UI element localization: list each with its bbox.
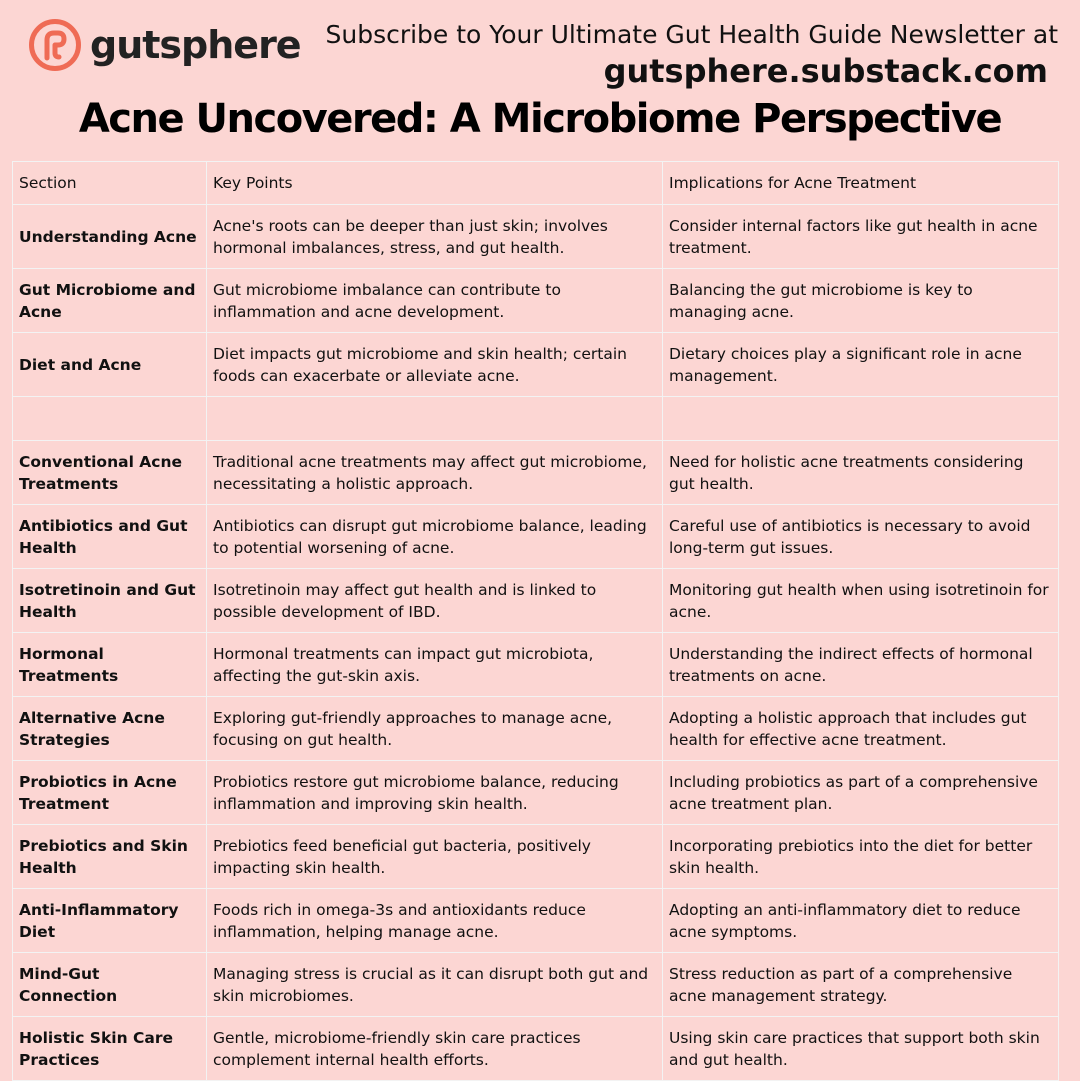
key-points-cell: Managing stress is crucial as it can disrupt both gut and skin microbiomes. [207, 953, 663, 1017]
empty-row [13, 397, 1059, 441]
acne-table [12, 161, 1059, 1081]
key-points-cell: Probiotics restore gut microbiome balance, reducing inflammation and improving skin health. [207, 761, 663, 825]
header-key-points: Key Points [207, 162, 663, 205]
brand-name: gutsphere [90, 23, 301, 67]
table-row [13, 697, 1059, 761]
section-cell: Probiotics in Acne Treatment [13, 761, 207, 825]
header-section: Section [13, 162, 207, 205]
implications-cell: Understanding the indirect effects of hormonal treatments on acne. [663, 633, 1059, 697]
key-points-cell: Acne's roots can be deeper than just skin; involves hormonal imbalances, stress, and gut health. [207, 205, 663, 269]
implications-cell: Using skin care practices that support both skin and gut health. [663, 1017, 1059, 1081]
section-cell: Alternative Acne Strategies [13, 697, 207, 761]
section-cell: Hormonal Treatments [13, 633, 207, 697]
table-row [13, 953, 1059, 1017]
table-row [13, 761, 1059, 825]
section-cell: Prebiotics and Skin Health [13, 825, 207, 889]
implications-cell: Including probiotics as part of a comprehensive acne treatment plan. [663, 761, 1059, 825]
implications-cell: Adopting a holistic approach that includes gut health for effective acne treatment. [663, 697, 1059, 761]
implications-cell: Careful use of antibiotics is necessary to avoid long-term gut issues. [663, 505, 1059, 569]
page-title: Acne Uncovered: A Microbiome Perspective [78, 96, 1002, 142]
section-cell: Gut Microbiome and Acne [13, 269, 207, 333]
table-row [13, 333, 1059, 397]
implications-cell: Incorporating prebiotics into the diet for better skin health. [663, 825, 1059, 889]
table-row [13, 441, 1059, 505]
key-points-cell: Foods rich in omega-3s and antioxidants reduce inflammation, helping manage acne. [207, 889, 663, 953]
implications-cell [663, 397, 1059, 441]
implications-cell: Stress reduction as part of a comprehensive acne management strategy. [663, 953, 1059, 1017]
brand-logo[interactable] [28, 18, 301, 72]
key-points-cell [207, 397, 663, 441]
table-row [13, 825, 1059, 889]
gut-logo-icon [28, 18, 82, 72]
key-points-cell: Exploring gut-friendly approaches to manage acne, focusing on gut health. [207, 697, 663, 761]
newsletter-url[interactable]: gutsphere.substack.com [603, 52, 1048, 90]
key-points-cell: Antibiotics can disrupt gut microbiome balance, leading to potential worsening of acne. [207, 505, 663, 569]
header [0, 0, 1080, 160]
table-row [13, 1017, 1059, 1081]
implications-cell: Need for holistic acne treatments considering gut health. [663, 441, 1059, 505]
key-points-cell: Diet impacts gut microbiome and skin health; certain foods can exacerbate or alleviate acne. [207, 333, 663, 397]
section-cell [13, 397, 207, 441]
key-points-cell: Prebiotics feed beneficial gut bacteria, positively impacting skin health. [207, 825, 663, 889]
table-row [13, 633, 1059, 697]
table-row [13, 569, 1059, 633]
header-implications: Implications for Acne Treatment [663, 162, 1059, 205]
subscribe-text: Subscribe to Your Ultimate Gut Health Guide Newsletter at [325, 20, 1058, 49]
table-row [13, 205, 1059, 269]
key-points-cell: Hormonal treatments can impact gut microbiota, affecting the gut-skin axis. [207, 633, 663, 697]
key-points-cell: Gentle, microbiome-friendly skin care practices complement internal health efforts. [207, 1017, 663, 1081]
table-row [13, 889, 1059, 953]
table-row [13, 505, 1059, 569]
section-cell: Mind-Gut Connection [13, 953, 207, 1017]
implications-cell: Adopting an anti-inflammatory diet to reduce acne symptoms. [663, 889, 1059, 953]
section-cell: Holistic Skin Care Practices [13, 1017, 207, 1081]
section-cell: Isotretinoin and Gut Health [13, 569, 207, 633]
section-cell: Diet and Acne [13, 333, 207, 397]
key-points-cell: Isotretinoin may affect gut health and is linked to possible development of IBD. [207, 569, 663, 633]
implications-cell: Consider internal factors like gut health in acne treatment. [663, 205, 1059, 269]
table-header-row [13, 162, 1059, 205]
key-points-cell: Gut microbiome imbalance can contribute to inflammation and acne development. [207, 269, 663, 333]
table-row [13, 269, 1059, 333]
key-points-cell: Traditional acne treatments may affect gut microbiome, necessitating a holistic approach. [207, 441, 663, 505]
implications-cell: Dietary choices play a significant role in acne management. [663, 333, 1059, 397]
implications-cell: Monitoring gut health when using isotretinoin for acne. [663, 569, 1059, 633]
section-cell: Conventional Acne Treatments [13, 441, 207, 505]
section-cell: Antibiotics and Gut Health [13, 505, 207, 569]
section-cell: Anti-Inflammatory Diet [13, 889, 207, 953]
implications-cell: Balancing the gut microbiome is key to managing acne. [663, 269, 1059, 333]
section-cell: Understanding Acne [13, 205, 207, 269]
